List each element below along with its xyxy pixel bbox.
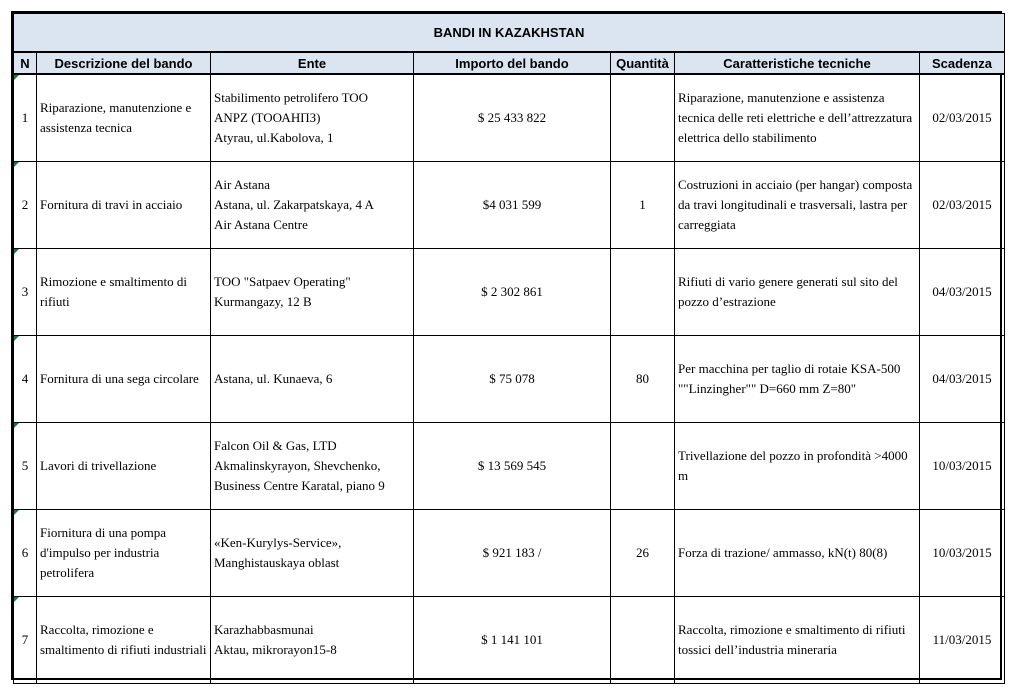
table-row [14,510,1005,597]
ente-line: Kurmangazy, 12 B [214,294,312,309]
cell-descrizione: Fornitura di travi in acciaio [37,162,211,249]
ente-line: Air Astana [214,177,270,192]
cell-descrizione: Raccolta, rimozione e smaltimento di rifiuti industriali [37,597,211,684]
cell-ente [211,423,414,510]
row-number: 3 [21,284,29,299]
cell-importo: $ 13 569 545 [414,423,611,510]
column-header-importo: Importo del bando [414,52,611,74]
cell-n [14,423,37,510]
table-row [14,249,1005,336]
cell-n [14,249,37,336]
cell-quantita [611,597,675,684]
cell-scadenza: 10/03/2015 [920,510,1005,597]
cell-importo: $ 75 078 [414,336,611,423]
ente-line: Karazhabbasmunai [214,622,314,637]
cell-descrizione: Lavori di trivellazione [37,423,211,510]
cell-importo: $ 25 433 822 [414,74,611,162]
cell-n [14,162,37,249]
row-number: 6 [21,545,29,560]
cell-marker [14,597,19,602]
row-number: 4 [21,371,29,386]
ente-line: Stabilimento petrolifero TOO [214,90,369,105]
table-row [14,597,1005,684]
cell-n [14,597,37,684]
cell-ente [211,249,414,336]
cell-marker [14,162,19,167]
cell-descrizione: Rimozione e smaltimento di rifiuti [37,249,211,336]
ente-line: Akmalinskyrayon, Shevchenko, [214,458,381,473]
tenders-table [13,13,1005,684]
row-number: 7 [21,632,29,647]
cell-scadenza: 10/03/2015 [920,423,1005,510]
tenders-sheet [11,11,1002,680]
cell-importo: $ 1 141 101 [414,597,611,684]
column-header-descrizione: Descrizione del bando [37,52,211,74]
cell-scadenza: 02/03/2015 [920,74,1005,162]
cell-quantita [611,74,675,162]
table-row [14,162,1005,249]
ente-line: Business Centre Karatal, piano 9 [214,478,385,493]
table-title: BANDI IN KAZAKHSTAN [14,14,1005,53]
ente-line: Astana, ul. Kunaeva, 6 [214,371,333,386]
cell-scadenza: 04/03/2015 [920,249,1005,336]
cell-marker [14,510,19,515]
cell-importo: $ 921 183 / [414,510,611,597]
cell-caratteristiche: Rifiuti di vario genere generati sul sito del pozzo d’estrazione [675,249,920,336]
cell-descrizione: Fornitura di una sega circolare [37,336,211,423]
column-header-n: N [14,52,37,74]
table-row [14,423,1005,510]
cell-caratteristiche: Raccolta, rimozione e smaltimento di rifiuti tossici dell’industria mineraria [675,597,920,684]
cell-ente [211,510,414,597]
cell-descrizione: Riparazione, manutenzione e assistenza tecnica [37,74,211,162]
cell-caratteristiche: Costruzioni in acciaio (per hangar) composta da travi longitudinali e trasversali, lastra per carreggiata [675,162,920,249]
cell-scadenza: 04/03/2015 [920,336,1005,423]
ente-line: ANPZ (ТООАНПЗ) [214,110,321,125]
ente-line: «Ken-Kurylys-Service», [214,535,342,550]
row-number: 5 [21,458,29,473]
cell-n [14,510,37,597]
table-row [14,74,1005,162]
ente-line: Falcon Oil & Gas, LTD [214,438,337,453]
column-header-ente: Ente [211,52,414,74]
cell-marker [14,249,19,254]
cell-quantita [611,423,675,510]
row-number: 2 [21,197,29,212]
cell-importo: $ 2 302 861 [414,249,611,336]
cell-n [14,336,37,423]
ente-line: Manghistauskaya oblast [214,555,340,570]
cell-importo: $4 031 599 [414,162,611,249]
column-header-quantita: Quantità [611,52,675,74]
column-header-scadenza: Scadenza [920,52,1005,74]
cell-scadenza: 02/03/2015 [920,162,1005,249]
ente-line: Astana, ul. Zakarpatskaya, 4 A [214,197,374,212]
cell-ente [211,74,414,162]
table-row [14,336,1005,423]
ente-line: Air Astana Centre [214,217,308,232]
cell-ente [211,336,414,423]
cell-caratteristiche: Per macchina per taglio di rotaie KSA-500 ""Linzingher"" D=660 mm Z=80" [675,336,920,423]
ente-line: Atyrau, ul.Kabolova, 1 [214,130,334,145]
cell-caratteristiche: Forza di trazione/ ammasso, kN(t) 80(8) [675,510,920,597]
cell-quantita: 80 [611,336,675,423]
cell-marker [14,75,19,80]
cell-ente [211,597,414,684]
cell-caratteristiche: Trivellazione del pozzo in profondità >4000 m [675,423,920,510]
cell-caratteristiche: Riparazione, manutenzione e assistenza tecnica delle reti elettriche e dell’attrezzatura elettrica dello stabilimento [675,74,920,162]
cell-scadenza: 11/03/2015 [920,597,1005,684]
cell-quantita [611,249,675,336]
cell-quantita: 1 [611,162,675,249]
row-number: 1 [21,110,29,125]
cell-descrizione: Fiornitura di una pompa d'impulso per industria petrolifera [37,510,211,597]
cell-marker [14,336,19,341]
cell-marker [14,423,19,428]
ente-line: Aktau, mikrorayon15-8 [214,642,337,657]
cell-ente [211,162,414,249]
cell-n [14,74,37,162]
cell-quantita: 26 [611,510,675,597]
ente-line: TOO "Satpaev Operating" [214,274,351,289]
column-header-caratteristiche: Caratteristiche tecniche [675,52,920,74]
